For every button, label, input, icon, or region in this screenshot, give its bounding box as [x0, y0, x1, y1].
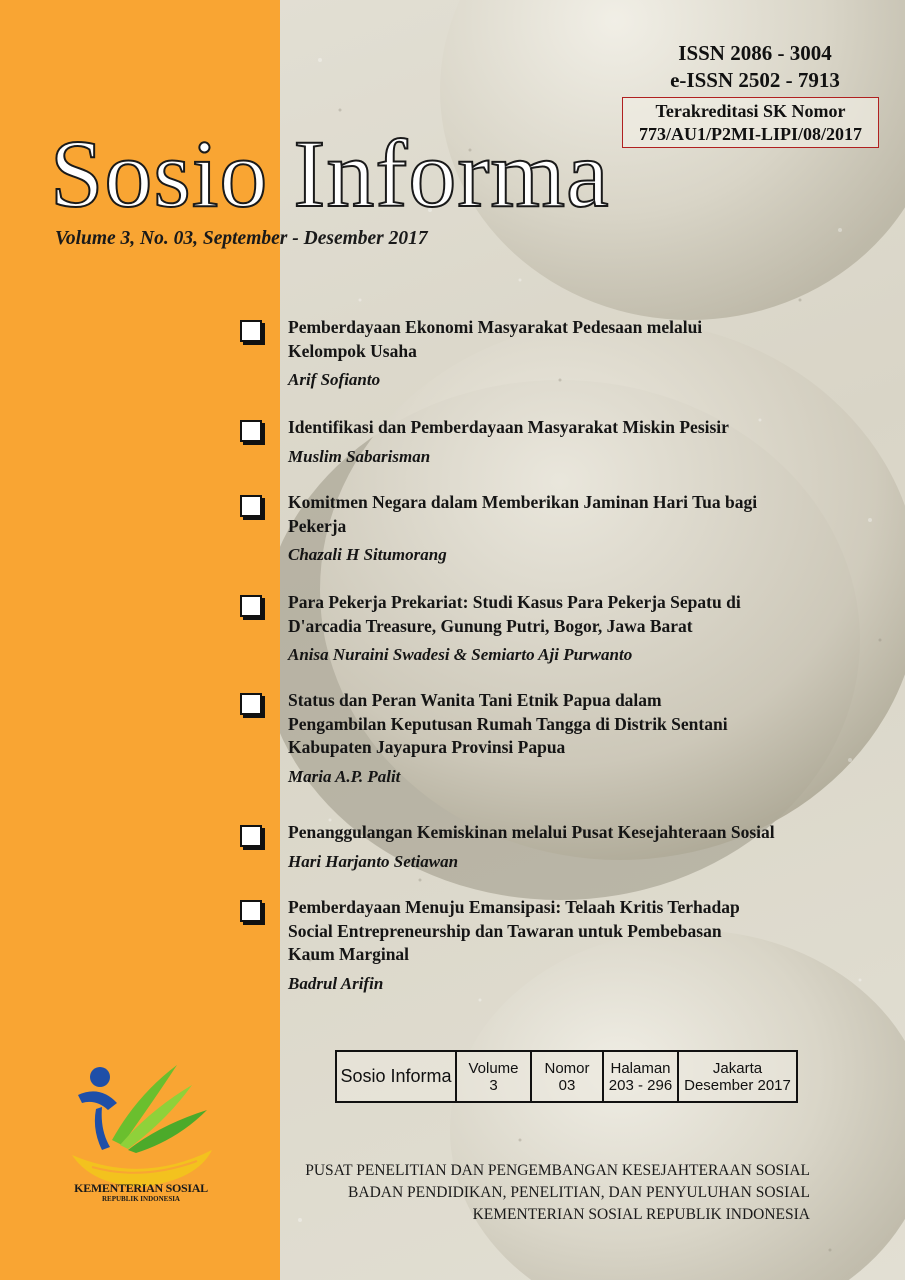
article-author: Arif Sofianto	[288, 370, 381, 389]
info-date: Desember 2017	[684, 1076, 791, 1094]
toc-item	[240, 491, 800, 591]
article-title: Penanggulangan Kemiskinan melalui Pusat Kesejahteraan Sosial	[288, 822, 775, 842]
info-pages-value: 203 - 296	[608, 1076, 673, 1094]
publisher-block	[300, 1160, 810, 1226]
article-author: Muslim Sabarisman	[288, 446, 431, 466]
logo-caption	[50, 1182, 232, 1204]
toc-item	[240, 416, 800, 491]
article-title: Pemberdayaan Ekonomi Masyarakat Pedesaan melalui Kelompok Usaha	[288, 317, 703, 361]
checkbox-bullet-icon	[240, 693, 262, 715]
info-number-cell	[532, 1052, 604, 1101]
accreditation-line2: 773/AU1/P2MI-LIPI/08/2017	[639, 124, 862, 144]
volume-line: Volume 3, No. 03, September - Desember 2017	[55, 228, 428, 249]
article-author: Anisa Nuraini Swadesi & Semiarto Aji Purwanto	[288, 645, 633, 664]
info-volume-label: Volume	[468, 1059, 519, 1077]
checkbox-bullet-icon	[240, 420, 262, 442]
publisher-line3: KEMENTERIAN SOSIAL REPUBLIK INDONESIA	[472, 1206, 810, 1223]
toc-item	[240, 591, 800, 689]
info-place: Jakarta	[712, 1059, 763, 1077]
logo-line1: KEMENTERIAN SOSIAL	[74, 1181, 208, 1195]
info-volume-cell	[457, 1052, 532, 1101]
issn-block	[655, 40, 855, 94]
issue-info-table	[335, 1050, 798, 1103]
issn-electronic: e-ISSN 2502 - 7913	[670, 68, 840, 92]
toc-item	[240, 821, 800, 896]
article-author: Badrul Arifin	[288, 973, 384, 993]
checkbox-bullet-icon	[240, 495, 262, 517]
article-title: Status dan Peran Wanita Tani Etnik Papua dalam Pengambilan Keputusan Rumah Tangga di Distrik Sentani Kabupaten Jayapura Provinsi Papua	[288, 690, 728, 757]
article-author: Chazali H Situmorang	[288, 545, 447, 564]
publisher-line2: BADAN PENDIDIKAN, PENELITIAN, DAN PENYULUHAN SOSIAL	[348, 1184, 810, 1201]
journal-title: Sosio Informa	[50, 120, 610, 227]
checkbox-bullet-icon	[240, 320, 262, 342]
checkbox-bullet-icon	[240, 595, 262, 617]
article-title: Pemberdayaan Menuju Emansipasi: Telaah Kritis Terhadap Social Entrepreneurship dan Tawaran untuk Pembebasan Kaum Marginal	[288, 897, 740, 964]
publisher-line1: PUSAT PENELITIAN DAN PENGEMBANGAN KESEJAHTERAAN SOSIAL	[305, 1162, 810, 1179]
checkbox-bullet-icon	[240, 900, 262, 922]
logo-line2: REPUBLIK INDONESIA	[102, 1195, 180, 1203]
article-author: Hari Harjanto Setiawan	[288, 851, 459, 871]
article-title: Komitmen Negara dalam Memberikan Jaminan Hari Tua bagi Pekerja	[288, 492, 758, 536]
article-author: Maria A.P. Palit	[288, 766, 401, 786]
issn-print: ISSN 2086 - 3004	[678, 41, 832, 65]
toc-item	[240, 689, 800, 821]
info-place-cell	[679, 1052, 796, 1101]
checkbox-bullet-icon	[240, 825, 262, 847]
info-number-label: Nomor	[544, 1059, 590, 1077]
info-pages-label: Halaman	[610, 1059, 671, 1077]
info-journal: Sosio Informa	[340, 1066, 452, 1086]
article-title: Para Pekerja Prekariat: Studi Kasus Para Pekerja Sepatu di D'arcadia Treasure, Gunung Putri, Bogor, Jawa Barat	[288, 592, 741, 636]
info-number-value: 03	[558, 1076, 576, 1094]
info-pages-cell	[604, 1052, 679, 1101]
info-journal-cell	[337, 1052, 457, 1101]
toc-item	[240, 896, 800, 996]
info-volume-value: 3	[489, 1076, 498, 1094]
article-title: Identifikasi dan Pemberdayaan Masyarakat Miskin Pesisir	[288, 417, 729, 437]
accreditation-line1: Terakreditasi SK Nomor	[655, 101, 846, 121]
table-of-contents	[240, 316, 800, 996]
toc-item	[240, 316, 800, 416]
accreditation-box	[622, 97, 879, 148]
